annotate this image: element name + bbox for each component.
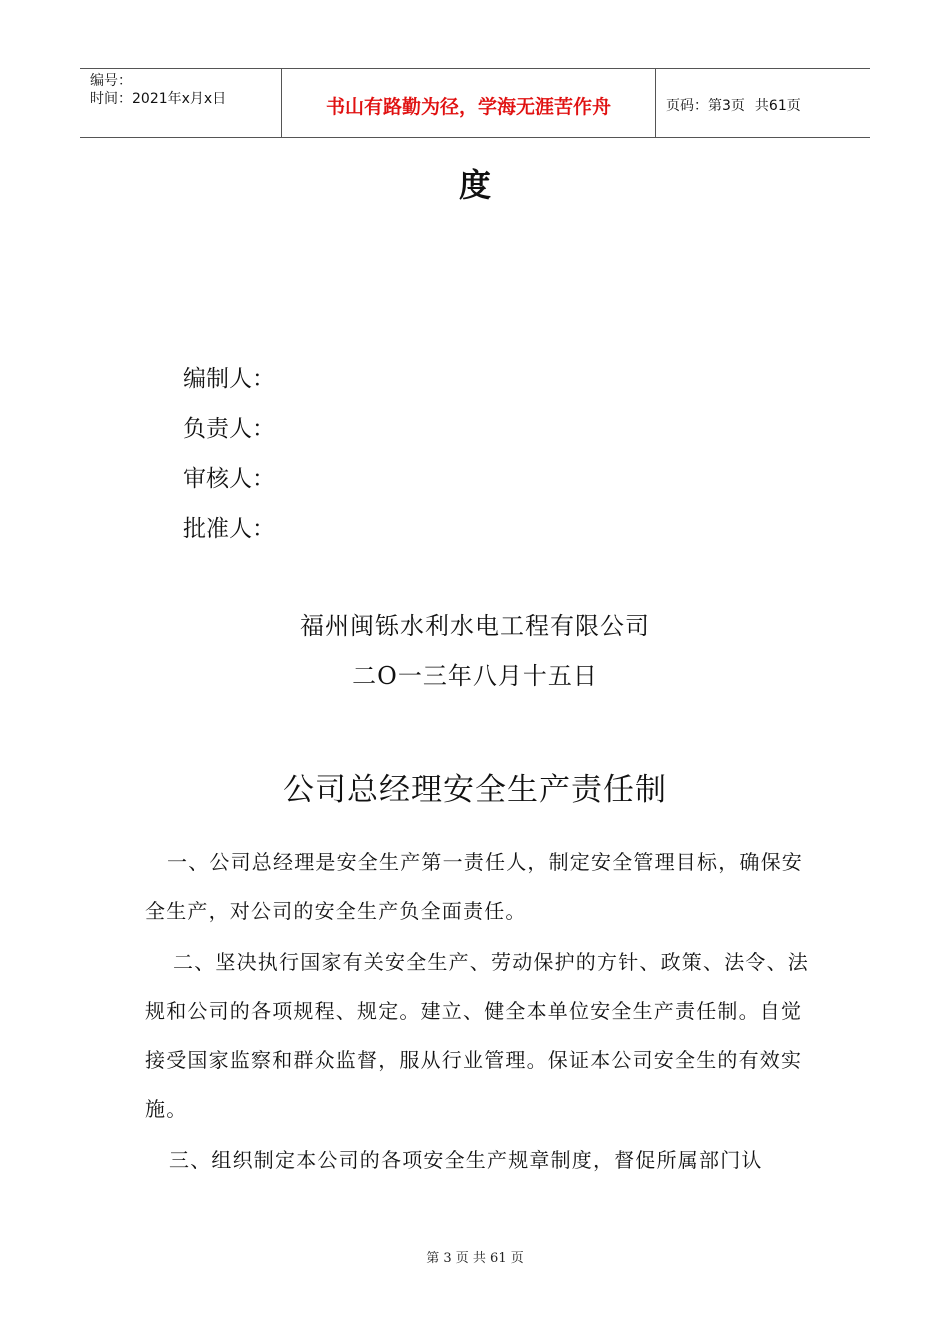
- page-footer: 第 3 页 共 61 页: [426, 1251, 524, 1266]
- cover-date: 二O一三年八月十五日: [352, 662, 598, 690]
- paragraph-2: 二、坚决执行国家有关安全生产、劳动保护的方针、政策、法令、法规和公司的各项规程、规定。建立、健全本单位安全生产责任制。自觉接受国家监察和群众监督，服从行业管理。保证本公司安全生的有效实施。: [145, 950, 809, 1121]
- document-number-label: 编号：: [90, 73, 132, 89]
- signature-approver: 批准人：: [183, 516, 275, 542]
- document-title: 公司总经理安全生产责任制: [283, 772, 667, 808]
- cover-title-fragment: 度: [458, 166, 491, 204]
- signature-responsible: 负责人：: [183, 416, 275, 442]
- signature-reviewer: 审核人：: [183, 466, 275, 492]
- signature-compiler: 编制人：: [183, 366, 275, 392]
- header-page-number: 页码：第3页: [666, 98, 745, 114]
- header-page-total: 共61页: [754, 98, 801, 114]
- header-slogan: 书山有路勤为径，学海无涯苦作舟: [282, 69, 656, 137]
- header-meta: [80, 69, 282, 137]
- paragraph-1: 一、公司总经理是安全生产第一责任人，制定安全管理目标，确保安全生产，对公司的安全生产负全面责任。: [145, 850, 803, 923]
- header-page-info: [656, 69, 870, 137]
- paragraph-3: 三、组织制定本公司的各项安全生产规章制度，督促所属部门认: [169, 1148, 763, 1172]
- company-name: 福州闽铄水利水电工程有限公司: [300, 612, 650, 640]
- document-time-label: 时间：2021年x月x日: [90, 91, 227, 107]
- page-header: [80, 68, 870, 138]
